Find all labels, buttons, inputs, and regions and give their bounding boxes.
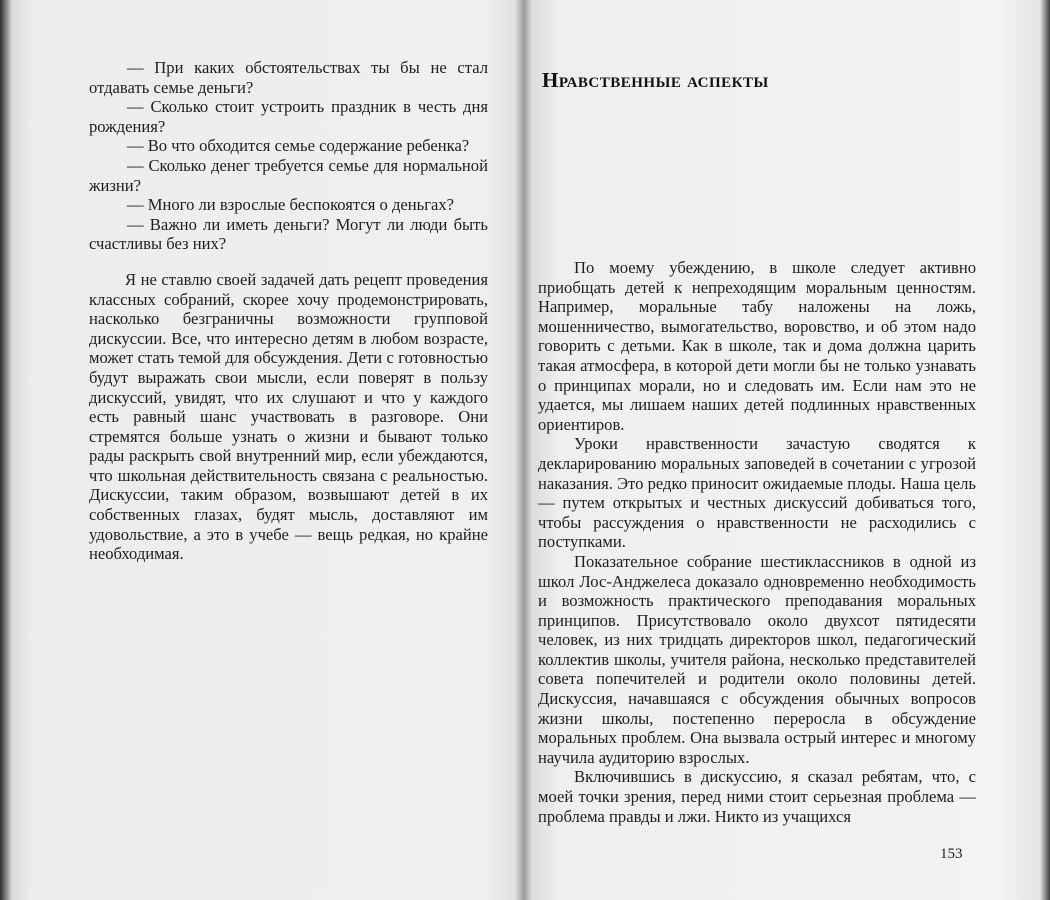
dialog-line: — Важно ли иметь деньги? Могут ли люди быть счастливы без них? — [89, 214, 488, 254]
dialog-line: — Во что обходится семье содержание ребенка? — [127, 136, 470, 156]
right-page — [526, 0, 1050, 900]
dialog-line: — Много ли взрослые беспокоятся о деньгах? — [127, 195, 455, 215]
dialog-line: — Сколько стоит устроить праздник в честь дня рождения? — [89, 97, 488, 136]
dialog-line: — Сколько денег требуется семье для нормальной жизни? — [89, 155, 488, 195]
body-paragraph: Показательное собрание шестиклассников в одной из школ Лос-Анджелеса доказало одновременно необходимость и возможность практического преподавания моральных принципов. Присутствовало около двухсот пятидесяти человек, из них тридцать директоров школ, педагогический коллектив школы, учителя района, несколько представителей совета попечителей и родители около половины детей. Дискуссия, начавшаяся с обсуждения обычных вопросов жизни школы, постепенно переросла в обсуждение моральных проблем. Она вызвала острый интерес и многому научила аудиторию взрослых. — [538, 551, 976, 767]
left-page — [0, 0, 524, 900]
dialog-line: — При каких обстоятельствах ты бы не стал отдавать семье деньги? — [89, 58, 488, 97]
chapter-heading: Нравственные аспекты — [542, 68, 769, 92]
page-number: 153 — [940, 846, 963, 862]
body-paragraph: По моему убеждению, в школе следует активно приобщать детей к непреходящим моральным ценностям. Например, моральные табу наложены на ложь, мошенничество, вымогательство, воровство, и об этом надо говорить с детьми. Как в школе, так и дома должна царить такая атмосфера, в которой дети могли бы не только узнавать о принципах морали, но и следовать им. Если нам это не удается, мы лишаем наших детей подлинных нравственных ориентиров. — [538, 258, 976, 434]
body-paragraph: Включившись в дискуссию, я сказал ребятам, что, с моей точки зрения, перед ними стоит серьезная проблема — проблема правды и лжи. Никто из учащихся — [538, 767, 976, 826]
right-page-text — [538, 258, 976, 826]
body-paragraph: Уроки нравственности зачастую сводятся к декларированию моральных заповедей в сочетании с угрозой наказания. Это редко приносит ожидаемые плоды. Наша цель — путем открытых и честных дискуссий добиваться того, чтобы рассуждения о нравственности не расходились с поступками. — [538, 434, 976, 552]
body-paragraph: Я не ставлю своей задачей дать рецепт проведения классных собраний, скорее хочу продемонстрировать, насколько безграничны возможности групповой дискуссии. Все, что интересно детям в любом возрасте, может стать темой для обсуждения. Дети с готовностью будут выражать свои мысли, если поверят в пользу дискуссий, увидят, что их слушают и что у каждого есть равный шанс участвовать в разговоре. Они стремятся больше узнать о жизни и бывают только рады раскрыть свой внутренний мир, если убеждаются, что школьная действительность связана с реальностью. Дискуссии, таким образом, возвышают детей в их собственных глазах, будят мысль, доставляют им удовольствие, а это в учебе — вещь редкая, но крайне необходимая. — [89, 269, 488, 564]
left-page-text — [89, 58, 488, 564]
paragraph-gap — [89, 254, 488, 270]
